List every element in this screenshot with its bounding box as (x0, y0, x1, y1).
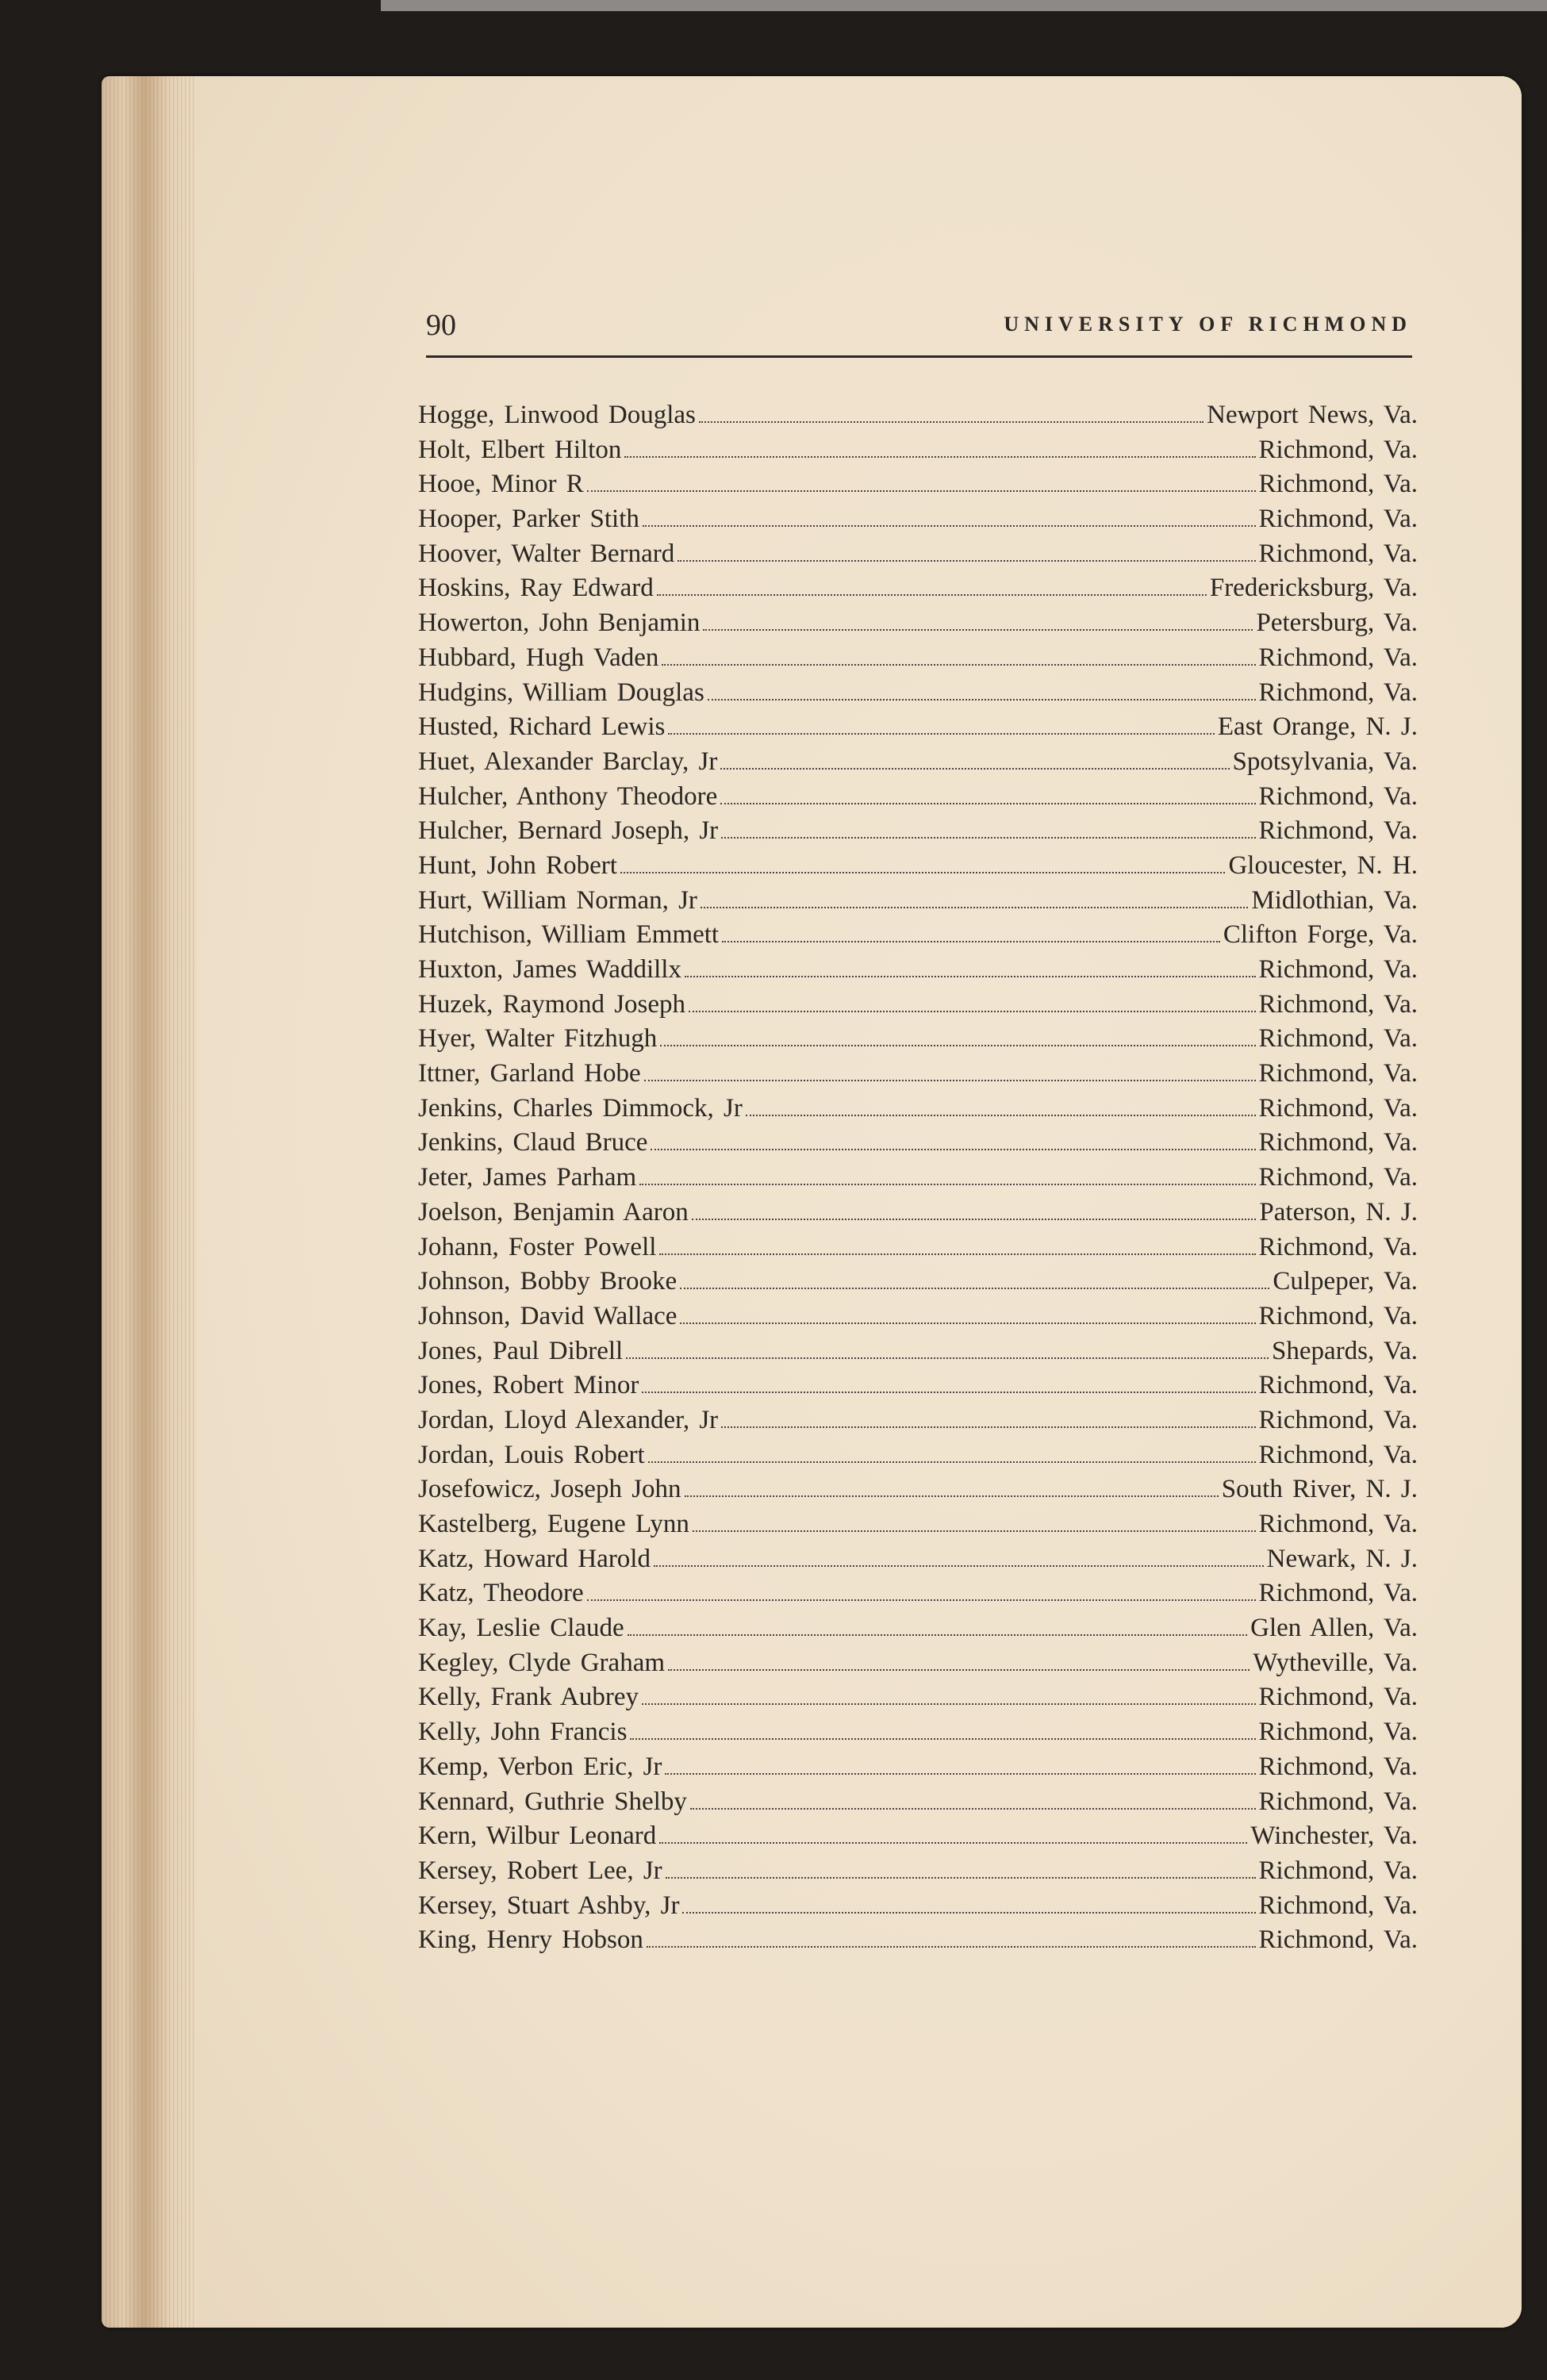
hometown: Richmond, Va. (1258, 1856, 1418, 1885)
student-name: Hulcher, Anthony Theodore (418, 781, 718, 811)
student-name: Kelly, John Francis (418, 1718, 628, 1747)
list-item (418, 1024, 1418, 1059)
page-number: 90 (426, 309, 456, 342)
list-item (418, 886, 1418, 921)
hometown: Winchester, Va. (1250, 1821, 1418, 1851)
dot-leader (659, 1842, 1247, 1844)
hometown: Paterson, N. J. (1259, 1197, 1418, 1226)
hometown: South River, N. J. (1221, 1475, 1418, 1504)
list-item (418, 1856, 1418, 1891)
student-name: Katz, Theodore (418, 1579, 584, 1608)
dot-leader (690, 1808, 1256, 1810)
scan-background-strip (381, 0, 1547, 11)
hometown: Richmond, Va. (1258, 1024, 1418, 1054)
student-directory-list (418, 401, 1418, 1960)
list-item (418, 955, 1418, 990)
student-name: Kersey, Robert Lee, Jr (418, 1856, 662, 1885)
running-head: UNIVERSITY OF RICHMOND (1004, 313, 1412, 336)
dot-leader (651, 1149, 1255, 1150)
list-item (418, 712, 1418, 747)
hometown: Culpeper, Va. (1273, 1267, 1418, 1296)
dot-leader (746, 1115, 1256, 1116)
dot-leader (666, 1877, 1256, 1879)
hometown: Richmond, Va. (1258, 1128, 1418, 1157)
student-name: Katz, Howard Harold (418, 1544, 651, 1573)
dot-leader (722, 941, 1220, 942)
student-name: Hudgins, William Douglas (418, 678, 704, 707)
hometown: East Orange, N. J. (1217, 712, 1418, 742)
student-name: Kelly, Frank Aubrey (418, 1683, 639, 1712)
list-item (418, 1891, 1418, 1926)
list-item (418, 1371, 1418, 1406)
dot-leader (662, 664, 1255, 666)
dot-leader (644, 1080, 1256, 1081)
hometown: Richmond, Va. (1258, 1440, 1418, 1469)
list-item (418, 1821, 1418, 1856)
dot-leader (587, 490, 1256, 492)
dot-leader (642, 1392, 1255, 1393)
list-item (418, 1475, 1418, 1510)
student-name: Jeter, James Parham (418, 1163, 637, 1192)
hometown: Richmond, Va. (1258, 1232, 1418, 1261)
list-item (418, 1198, 1418, 1233)
hometown: Glen Allen, Va. (1250, 1614, 1418, 1643)
dot-leader (692, 1219, 1257, 1220)
list-item (418, 816, 1418, 851)
dot-leader (708, 699, 1256, 701)
hometown: Richmond, Va. (1258, 1093, 1418, 1123)
hometown: Richmond, Va. (1258, 989, 1418, 1019)
hometown: Fredericksburg, Va. (1209, 574, 1418, 603)
student-name: Kay, Leslie Claude (418, 1614, 624, 1643)
hometown: Richmond, Va. (1258, 539, 1418, 568)
student-name: Jordan, Louis Robert (418, 1440, 645, 1469)
student-name: Husted, Richard Lewis (418, 712, 666, 742)
list-item (418, 1406, 1418, 1441)
list-item (418, 1510, 1418, 1545)
page-header (426, 308, 1412, 358)
dot-leader (720, 768, 1229, 770)
student-name: Jones, Paul Dibrell (418, 1336, 624, 1365)
dot-leader (685, 976, 1256, 977)
dot-leader (685, 1495, 1219, 1497)
dot-leader (654, 1565, 1264, 1567)
list-item (418, 851, 1418, 886)
student-name: Ittner, Garland Hobe (418, 1059, 641, 1088)
dot-leader (721, 1426, 1255, 1428)
dot-leader (689, 1011, 1255, 1012)
dot-leader (626, 1357, 1269, 1359)
dot-leader (721, 837, 1255, 839)
hometown: Spotsylvania, Va. (1232, 747, 1418, 776)
student-name: Johnson, David Wallace (418, 1301, 678, 1330)
dot-leader (659, 1253, 1255, 1255)
dot-leader (680, 1288, 1269, 1289)
student-name: Holt, Elbert Hilton (418, 435, 622, 464)
dot-leader (642, 1703, 1255, 1705)
student-name: Kersey, Stuart Ashby, Jr (418, 1891, 680, 1920)
dot-leader (699, 421, 1203, 423)
list-item (418, 1787, 1418, 1822)
dot-leader (701, 907, 1248, 908)
list-item (418, 990, 1418, 1025)
dot-leader (628, 1634, 1247, 1636)
dot-leader (668, 1669, 1250, 1671)
dot-leader (693, 1530, 1256, 1532)
list-item (418, 470, 1418, 505)
hometown: Richmond, Va. (1258, 1683, 1418, 1712)
student-name: King, Henry Hobson (418, 1925, 643, 1955)
student-name: Johann, Foster Powell (418, 1232, 657, 1261)
list-item (418, 1233, 1418, 1268)
hometown: Richmond, Va. (1258, 1925, 1418, 1955)
student-name: Hutchison, William Emmett (418, 920, 720, 950)
hometown: Richmond, Va. (1258, 816, 1418, 846)
list-item (418, 1752, 1418, 1787)
list-item (418, 1441, 1418, 1476)
student-name: Jones, Robert Minor (418, 1371, 639, 1400)
dot-leader (620, 872, 1226, 873)
dot-leader (639, 1184, 1255, 1185)
list-item (418, 574, 1418, 608)
list-item (418, 1059, 1418, 1094)
list-item (418, 1267, 1418, 1302)
student-name: Hoskins, Ray Edward (418, 574, 654, 603)
list-item (418, 643, 1418, 678)
hometown: Richmond, Va. (1258, 1163, 1418, 1192)
hometown: Richmond, Va. (1258, 1891, 1418, 1920)
list-item (418, 539, 1418, 574)
list-item (418, 505, 1418, 539)
dot-leader (587, 1599, 1256, 1601)
student-name: Jordan, Lloyd Alexander, Jr (418, 1405, 719, 1434)
dot-leader (660, 1045, 1255, 1046)
list-item (418, 1649, 1418, 1683)
hometown: Richmond, Va. (1258, 1579, 1418, 1608)
dot-leader (678, 560, 1255, 562)
list-item (418, 1163, 1418, 1198)
hometown: Richmond, Va. (1258, 781, 1418, 811)
student-name: Joelson, Benjamin Aaron (418, 1197, 689, 1226)
hometown: Richmond, Va. (1258, 678, 1418, 707)
list-item (418, 920, 1418, 955)
hometown: Richmond, Va. (1258, 643, 1418, 672)
hometown: Wytheville, Va. (1253, 1648, 1418, 1677)
list-item (418, 1302, 1418, 1337)
list-item (418, 608, 1418, 643)
hometown: Richmond, Va. (1258, 1371, 1418, 1400)
student-name: Hurt, William Norman, Jr (418, 885, 697, 915)
dot-leader (665, 1773, 1255, 1775)
dot-leader (647, 1946, 1256, 1948)
student-name: Hubbard, Hugh Vaden (418, 643, 659, 672)
page-edges (102, 76, 197, 2328)
student-name: Huxton, James Waddillx (418, 955, 681, 984)
hometown: Gloucester, N. H. (1228, 850, 1418, 880)
hometown: Richmond, Va. (1258, 1510, 1418, 1538)
student-name: Howerton, John Benjamin (418, 608, 701, 638)
dot-leader (703, 629, 1253, 631)
list-item (418, 436, 1418, 470)
student-name: Hulcher, Bernard Joseph, Jr (418, 816, 719, 846)
hometown: Richmond, Va. (1258, 1752, 1418, 1781)
dot-leader (624, 456, 1255, 458)
list-item (418, 1683, 1418, 1718)
hometown: Richmond, Va. (1258, 1059, 1418, 1088)
hometown: Richmond, Va. (1258, 470, 1418, 499)
list-item (418, 1925, 1418, 1960)
student-name: Kemp, Verbon Eric, Jr (418, 1752, 662, 1781)
student-name: Johnson, Bobby Brooke (418, 1267, 678, 1296)
student-name: Kennard, Guthrie Shelby (418, 1787, 687, 1816)
hometown: Richmond, Va. (1258, 1718, 1418, 1747)
hometown: Newport News, Va. (1207, 401, 1418, 429)
dot-leader (630, 1738, 1255, 1740)
student-name: Huet, Alexander Barclay, Jr (418, 747, 718, 776)
dot-leader (680, 1322, 1255, 1324)
student-name: Kern, Wilbur Leonard (418, 1821, 657, 1851)
hometown: Richmond, Va. (1258, 1405, 1418, 1434)
list-item (418, 1614, 1418, 1649)
list-item (418, 401, 1418, 436)
list-item (418, 747, 1418, 782)
list-item (418, 782, 1418, 817)
hometown: Clifton Forge, Va. (1223, 920, 1418, 950)
list-item (418, 1579, 1418, 1614)
dot-leader (682, 1912, 1255, 1914)
dot-leader (668, 733, 1215, 735)
student-name: Hoover, Walter Bernard (418, 539, 675, 568)
student-name: Josefowicz, Joseph John (418, 1475, 681, 1504)
student-name: Hunt, John Robert (418, 850, 617, 880)
student-name: Huzek, Raymond Joseph (418, 989, 686, 1019)
list-item (418, 1128, 1418, 1163)
hometown: Richmond, Va. (1258, 505, 1418, 534)
hometown: Richmond, Va. (1258, 435, 1418, 464)
student-name: Jenkins, Charles Dimmock, Jr (418, 1093, 743, 1123)
dot-leader (657, 594, 1207, 596)
hometown: Richmond, Va. (1258, 955, 1418, 984)
hometown: Newark, N. J. (1266, 1544, 1418, 1573)
dot-leader (648, 1461, 1256, 1463)
list-item (418, 678, 1418, 713)
student-name: Hooper, Parker Stith (418, 505, 639, 534)
list-item (418, 1094, 1418, 1129)
list-item (418, 1337, 1418, 1372)
list-item (418, 1545, 1418, 1580)
student-name: Hooe, Minor R (418, 470, 584, 499)
hometown: Petersburg, Va. (1256, 608, 1418, 638)
list-item (418, 1718, 1418, 1752)
dot-leader (643, 525, 1256, 527)
hometown: Shepards, Va. (1272, 1336, 1418, 1365)
student-name: Jenkins, Claud Bruce (418, 1128, 648, 1157)
student-name: Hogge, Linwood Douglas (418, 401, 696, 429)
student-name: Kegley, Clyde Graham (418, 1648, 666, 1677)
hometown: Richmond, Va. (1258, 1301, 1418, 1330)
dot-leader (720, 803, 1255, 804)
hometown: Richmond, Va. (1258, 1787, 1418, 1816)
student-name: Kastelberg, Eugene Lynn (418, 1510, 689, 1538)
hometown: Midlothian, Va. (1251, 885, 1418, 915)
student-name: Hyer, Walter Fitzhugh (418, 1024, 658, 1054)
